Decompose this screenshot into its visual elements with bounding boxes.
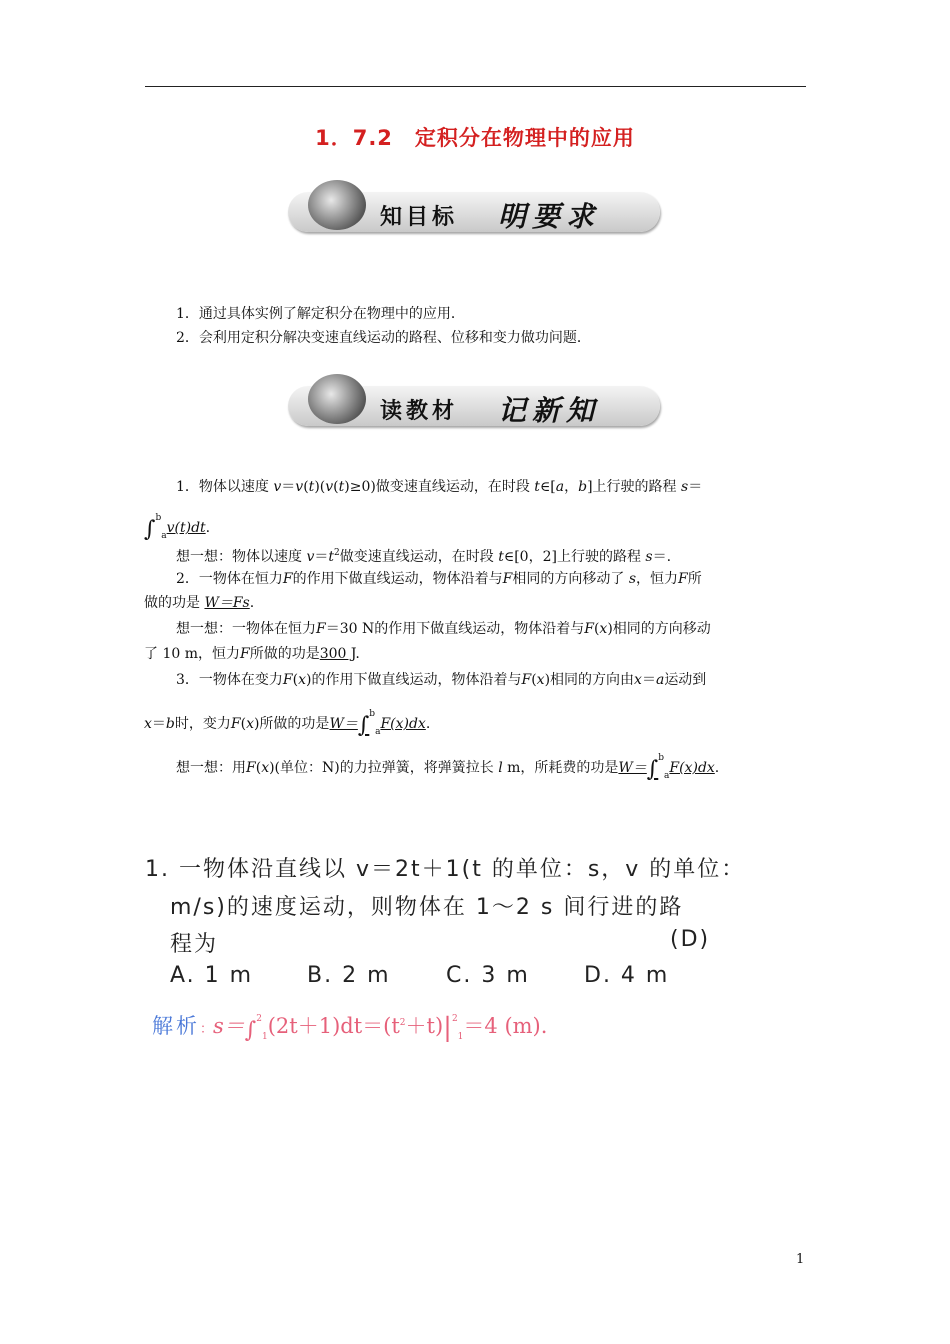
integral-sign: ∫: [357, 713, 370, 738]
integral-sign: ∫: [646, 757, 659, 782]
exercise-line: 程为: [170, 932, 219, 957]
note-think3: 想一想：用F(x)(单位：N)的力拉弹簧，将弹簧拉长 l m，所耗费的功是W＝∫$^b_a$F(x)dx.: [176, 753, 720, 782]
note-think1: 想一想：物体以速度 $v=t^2$做变速直线运动，在时段 t∈[0，2]上行驶的路程 s＝.: [176, 548, 672, 565]
solution-label: 解析: [152, 1014, 200, 1038]
note-p3-cont: x＝b时，变力F(x)所做的功是W＝∫$^b_a$F(x)dx.: [144, 709, 431, 738]
banner-notes-left: 读教材: [380, 399, 459, 424]
option-b: B. 2 m: [307, 963, 391, 988]
banner-notes-right: 记新知: [498, 394, 601, 427]
banner-goals-right: 明要求: [498, 200, 601, 233]
note-p2-cont: 做的功是 W＝Fs.: [144, 595, 255, 611]
integral-sign: ∫: [244, 1018, 257, 1043]
solution: 解析：$s=\int^2_1(2t+1)dt=(t^2+t)|^2_1=4$ (m).: [152, 1013, 548, 1043]
integral-sign: ∫: [144, 517, 156, 542]
banner-goals-left: 知目标: [380, 205, 459, 230]
crane-icon: [308, 180, 366, 230]
note-p2: 2．一物体在恒力F的作用下做直线运动，物体沿着与F相同的方向移动了 s，恒力F所: [176, 571, 702, 587]
header-rule: [145, 86, 806, 87]
note-p3: 3．一物体在变力F(x)的作用下做直线运动，物体沿着与F(x)相同的方向由x＝a运动到: [176, 672, 707, 688]
exercise-line: 1. 一物体沿直线以 v＝2t＋1(t 的单位：s，v 的单位：: [145, 857, 746, 882]
exercise-line: m/s)的速度运动，则物体在 1～2 s 间行进的路: [170, 895, 684, 920]
note-p1: 1．物体以速度 v＝v(t)(v(t)≥0)做变速直线运动，在时段 t∈[a，b]上行驶的路程 s＝: [176, 479, 703, 495]
goal-item: 2．会利用定积分解决变速直线运动的路程、位移和变力做功问题．: [176, 330, 591, 346]
option-c: C. 3 m: [446, 963, 530, 988]
banner-goals: [288, 178, 663, 238]
evaluation-bar: |: [443, 1013, 452, 1043]
note-think2: 想一想：一物体在恒力F＝30 N的作用下做直线运动，物体沿着与F(x)相同的方向移动: [176, 621, 711, 637]
exercise-answer: (D): [670, 927, 711, 952]
note-p1-integral: ∫$^b_a$v(t)dt.: [144, 513, 211, 542]
page-number: 1: [796, 1252, 805, 1267]
option-d: D. 4 m: [584, 963, 670, 988]
goal-item: 1．通过具体实例了解定积分在物理中的应用．: [176, 306, 465, 322]
banner-notes: [288, 372, 663, 432]
page-title: 1．7.2 定积分在物理中的应用: [315, 126, 635, 150]
option-a: A. 1 m: [170, 963, 254, 988]
book-icon: [308, 374, 366, 424]
note-think2-cont: 了 10 m，恒力F所做的功是300 J.: [144, 646, 360, 662]
